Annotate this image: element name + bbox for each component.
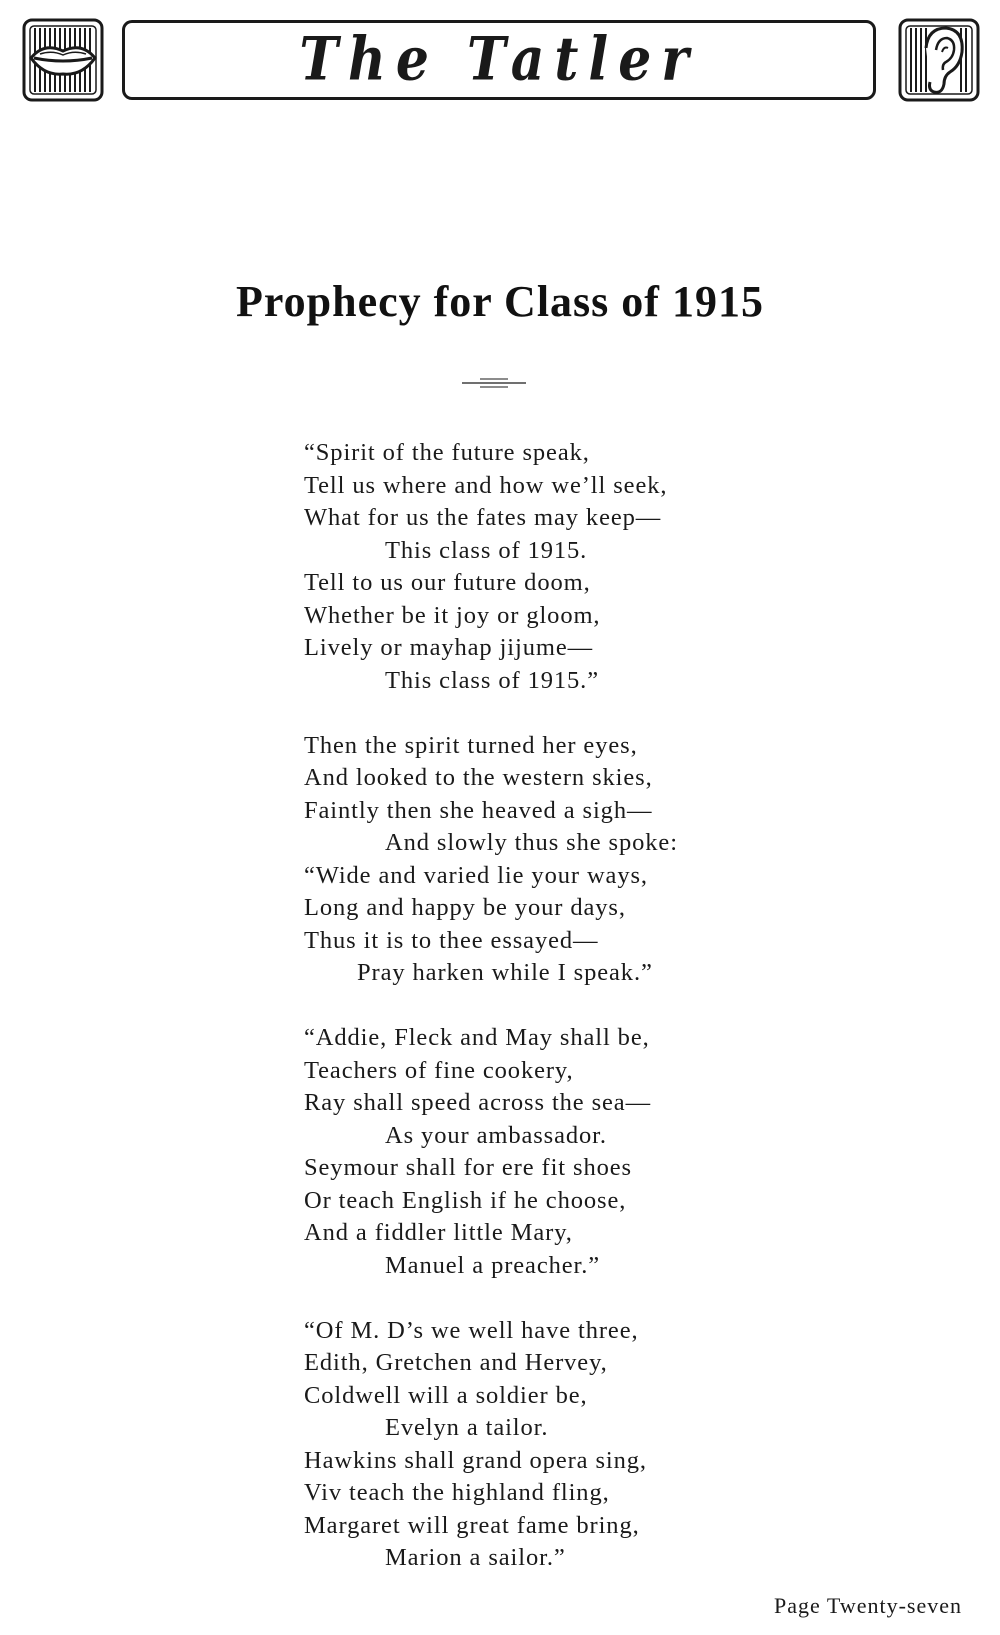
ornamental-divider xyxy=(462,377,526,389)
poem-line: Evelyn a tailor. xyxy=(385,1414,549,1441)
poem-line: And a fiddler little Mary, xyxy=(304,1219,573,1246)
poem-line: Viv teach the highland fling, xyxy=(304,1479,610,1506)
poem-line: Tell us where and how we’ll seek, xyxy=(304,471,668,499)
masthead-banner xyxy=(122,20,876,100)
poem-line: This class of 1915.” xyxy=(385,666,599,694)
poem xyxy=(304,437,784,1607)
poem-line: What for us the fates may keep— xyxy=(304,504,662,531)
poem-line: As your ambassador. xyxy=(385,1121,607,1149)
poem-line: Then the spirit turned her eyes, xyxy=(304,731,638,759)
poem-line: Coldwell will a soldier be, xyxy=(304,1381,588,1409)
poem-line: This class of 1915. xyxy=(385,536,588,564)
stanza xyxy=(304,437,784,697)
poem-line: Edith, Gretchen and Hervey, xyxy=(304,1349,608,1376)
poem-line: Manuel a preacher.” xyxy=(385,1251,601,1279)
poem-line: Seymour shall for ere fit shoes xyxy=(304,1154,632,1181)
poem-line: Marion a sailor.” xyxy=(385,1544,566,1571)
poem-line: Ray shall speed across the sea— xyxy=(304,1089,651,1116)
page-title: Prophecy for Class of 1915 xyxy=(236,277,764,326)
poem-line: Faintly then she heaved a sigh— xyxy=(304,796,653,824)
poem-line: And slowly thus she spoke: xyxy=(385,829,678,856)
poem-line: Whether be it joy or gloom, xyxy=(304,601,601,629)
poem-line: Teachers of fine cookery, xyxy=(304,1056,574,1084)
poem-line: Long and happy be your days, xyxy=(304,894,626,921)
poem-line: “Spirit of the future speak, xyxy=(304,439,590,466)
masthead xyxy=(22,18,980,104)
poem-line: Hawkins shall grand opera sing, xyxy=(304,1446,647,1474)
poem-line: Tell to us our future doom, xyxy=(304,569,591,596)
mouth-icon xyxy=(22,18,104,102)
poem-line: “Wide and varied lie your ways, xyxy=(304,861,648,889)
stanza xyxy=(304,1022,784,1282)
poem-line: Pray harken while I speak.” xyxy=(357,959,653,986)
masthead-title: The Tatler xyxy=(299,24,699,95)
poem-line: Margaret will great fame bring, xyxy=(304,1511,640,1539)
poem-line: And looked to the western skies, xyxy=(304,764,653,791)
stanza xyxy=(304,1315,784,1575)
poem-line: “Addie, Fleck and May shall be, xyxy=(304,1024,650,1051)
ear-icon xyxy=(898,18,980,102)
page-number: Page Twenty-seven xyxy=(774,1593,962,1618)
stanza xyxy=(304,730,784,990)
poem-line: “Of M. D’s we well have three, xyxy=(304,1316,639,1344)
poem-line: Lively or mayhap jijume— xyxy=(304,634,593,661)
poem-line: Thus it is to thee essayed— xyxy=(304,926,599,954)
poem-line: Or teach English if he choose, xyxy=(304,1186,627,1214)
